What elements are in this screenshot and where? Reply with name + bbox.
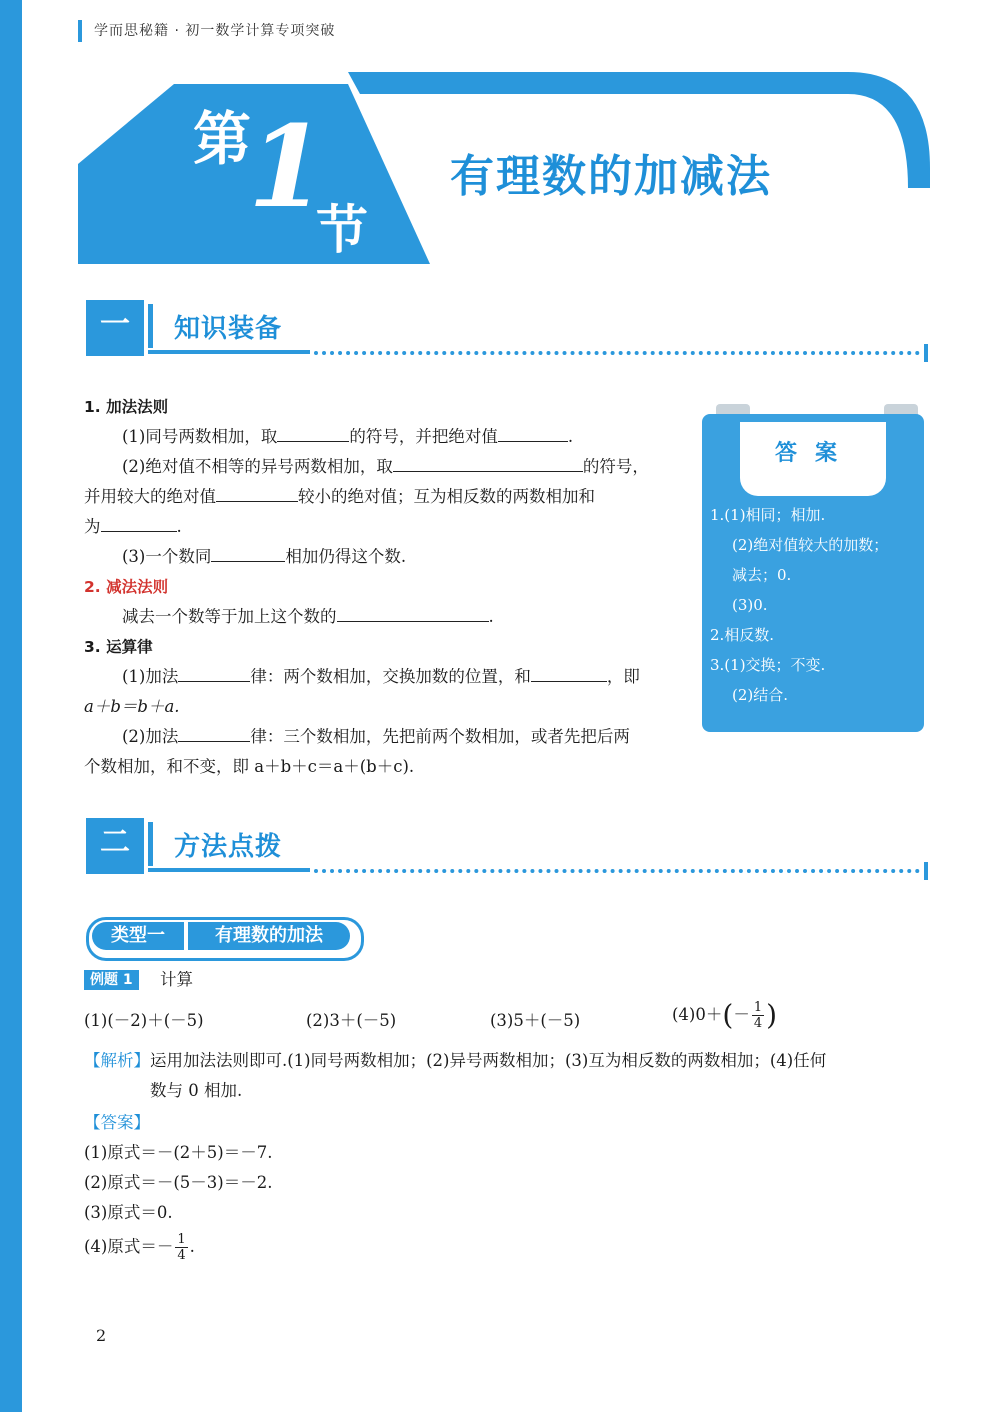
text: (2)加法 xyxy=(122,727,179,746)
rule-heading-addition: 1. 加法法则 xyxy=(84,398,169,416)
answer-line: (2)绝对值较大的加数； xyxy=(732,536,889,554)
chapter-number: 1 xyxy=(248,102,326,233)
answer-label: 【答案】 xyxy=(84,1113,150,1132)
analysis-line: 数与 0 相加. xyxy=(150,1081,243,1100)
paren-open: ( xyxy=(722,998,734,1032)
answer-line: (2)结合. xyxy=(732,686,789,704)
fraction-denominator: 4 xyxy=(753,1016,763,1031)
section-dotted-line xyxy=(314,869,920,873)
answer-line xyxy=(84,1232,684,1263)
a4-prefix: (4)原式＝－ xyxy=(84,1237,174,1256)
fraction-denominator: 4 xyxy=(177,1248,186,1263)
text: 较小的绝对值；互为相反数的两数相加和 xyxy=(298,487,595,506)
example-label: 例题 1 xyxy=(84,970,139,990)
text: 律：三个数相加，先把前两个数相加，或者先把后两 xyxy=(250,727,630,746)
q4-prefix: (4)0＋ xyxy=(672,1005,723,1024)
page-number: 2 xyxy=(96,1326,107,1345)
type-tag-label: 类型一 xyxy=(92,922,184,950)
text: 律：两个数相加，交换加数的位置，和 xyxy=(250,667,531,686)
section-badge-2: 二 xyxy=(86,818,144,874)
fill-blank xyxy=(178,663,250,682)
rule-line xyxy=(84,722,694,752)
section-title-2: 方法点拨 xyxy=(174,832,283,862)
text: 的符号，并把绝对值 xyxy=(349,427,498,446)
rule-heading-subtraction: 2. 减法法则 xyxy=(84,578,169,596)
section-line-end xyxy=(924,344,928,362)
q4-fraction xyxy=(752,1000,764,1031)
text: (3)一个数同 xyxy=(122,547,212,566)
fill-blank xyxy=(101,513,177,532)
a4-suffix: . xyxy=(189,1237,195,1256)
answer-line: 1.(1)相同；相加. xyxy=(710,506,826,524)
answer-line: (1)原式＝－(2＋5)＝－7. xyxy=(84,1143,273,1162)
header-accent-bar xyxy=(78,20,82,42)
answer-line: (3)原式＝0. xyxy=(84,1203,173,1222)
paren-close: ) xyxy=(766,998,778,1032)
answer-line: 减去；0. xyxy=(732,566,792,584)
text: 并用较大的绝对值 xyxy=(84,487,216,506)
section-line-end xyxy=(924,862,928,880)
fill-blank xyxy=(277,423,349,442)
analysis-text: 运用加法法则即可.(1)同号两数相加；(2)异号两数相加；(3)互为相反数的两数相加；(4)任何 xyxy=(150,1051,827,1070)
text: . xyxy=(176,517,182,536)
rule-line xyxy=(84,602,694,632)
chapter-suffix: 节 xyxy=(316,201,369,261)
text: 为 xyxy=(84,517,101,536)
example-q1: (1)(－2)＋(－5) xyxy=(84,1011,204,1030)
text: 相加仍得这个数. xyxy=(285,547,407,566)
chapter-title: 有理数的加减法 xyxy=(450,151,772,202)
text: . xyxy=(488,607,494,626)
analysis-label: 【解析】 xyxy=(84,1051,150,1070)
q4-sign: － xyxy=(733,1005,750,1024)
header-breadcrumb: 学而思秘籍 · 初一数学计算专项突破 xyxy=(94,23,336,39)
section-divider-bar xyxy=(148,822,153,866)
text: (1)同号两数相加，取 xyxy=(122,427,278,446)
fill-blank xyxy=(211,543,285,562)
rule-line xyxy=(84,452,694,482)
section-underline xyxy=(148,350,310,354)
rule-line xyxy=(84,482,694,512)
section-divider-bar xyxy=(148,304,153,348)
rule-line xyxy=(84,662,694,692)
answer-block xyxy=(84,1108,684,1263)
fill-blank xyxy=(178,723,250,742)
text: ，即 xyxy=(606,667,640,686)
answer-line: (3)0. xyxy=(732,596,768,614)
section-badge-1: 一 xyxy=(86,300,144,356)
fraction-numerator: 1 xyxy=(177,1232,186,1247)
type-tag-topic: 有理数的加法 xyxy=(188,922,350,950)
section-title-1: 知识装备 xyxy=(174,314,283,344)
answer-line: 2.相反数. xyxy=(710,626,775,644)
fill-blank xyxy=(498,423,568,442)
analysis-block xyxy=(84,1046,944,1106)
rule-line xyxy=(84,542,694,572)
fill-blank xyxy=(337,603,489,622)
analysis-line xyxy=(84,1046,944,1076)
answer-card-title: 答案 xyxy=(774,441,855,466)
example-q3: (3)5＋(－5) xyxy=(490,1011,581,1030)
section-underline xyxy=(148,868,310,872)
text: 减去一个数等于加上这个数的 xyxy=(122,607,337,626)
example-q2: (2)3＋(－5) xyxy=(306,1011,397,1030)
answer-card-lines xyxy=(710,500,920,710)
text: (2)绝对值不相等的异号两数相加，取 xyxy=(122,457,393,476)
text: 的符号， xyxy=(582,457,649,476)
section-dotted-line xyxy=(314,351,920,355)
left-edge-stripe xyxy=(0,0,22,1412)
fraction-numerator: 1 xyxy=(753,1000,763,1015)
fill-blank xyxy=(531,663,607,682)
rules-block xyxy=(84,392,694,782)
example-instruction: 计算 xyxy=(160,970,193,989)
fill-blank xyxy=(393,453,583,472)
rule-line xyxy=(84,422,694,452)
rule-line xyxy=(84,512,694,542)
example-q4 xyxy=(672,1000,777,1031)
answer-line: 3.(1)交换；不变. xyxy=(710,656,826,674)
rule-formula: a＋b＝b＋a. xyxy=(84,697,180,716)
rule-heading-laws: 3. 运算律 xyxy=(84,638,153,656)
chapter-prefix: 第 xyxy=(193,105,252,173)
rule-line: 个数相加，和不变，即 a＋b＋c＝a＋(b＋c). xyxy=(84,757,415,776)
text: (1)加法 xyxy=(122,667,179,686)
fill-blank xyxy=(216,483,298,502)
a4-fraction xyxy=(175,1232,187,1263)
text: . xyxy=(567,427,574,446)
answer-line: (2)原式＝－(5－3)＝－2. xyxy=(84,1173,273,1192)
